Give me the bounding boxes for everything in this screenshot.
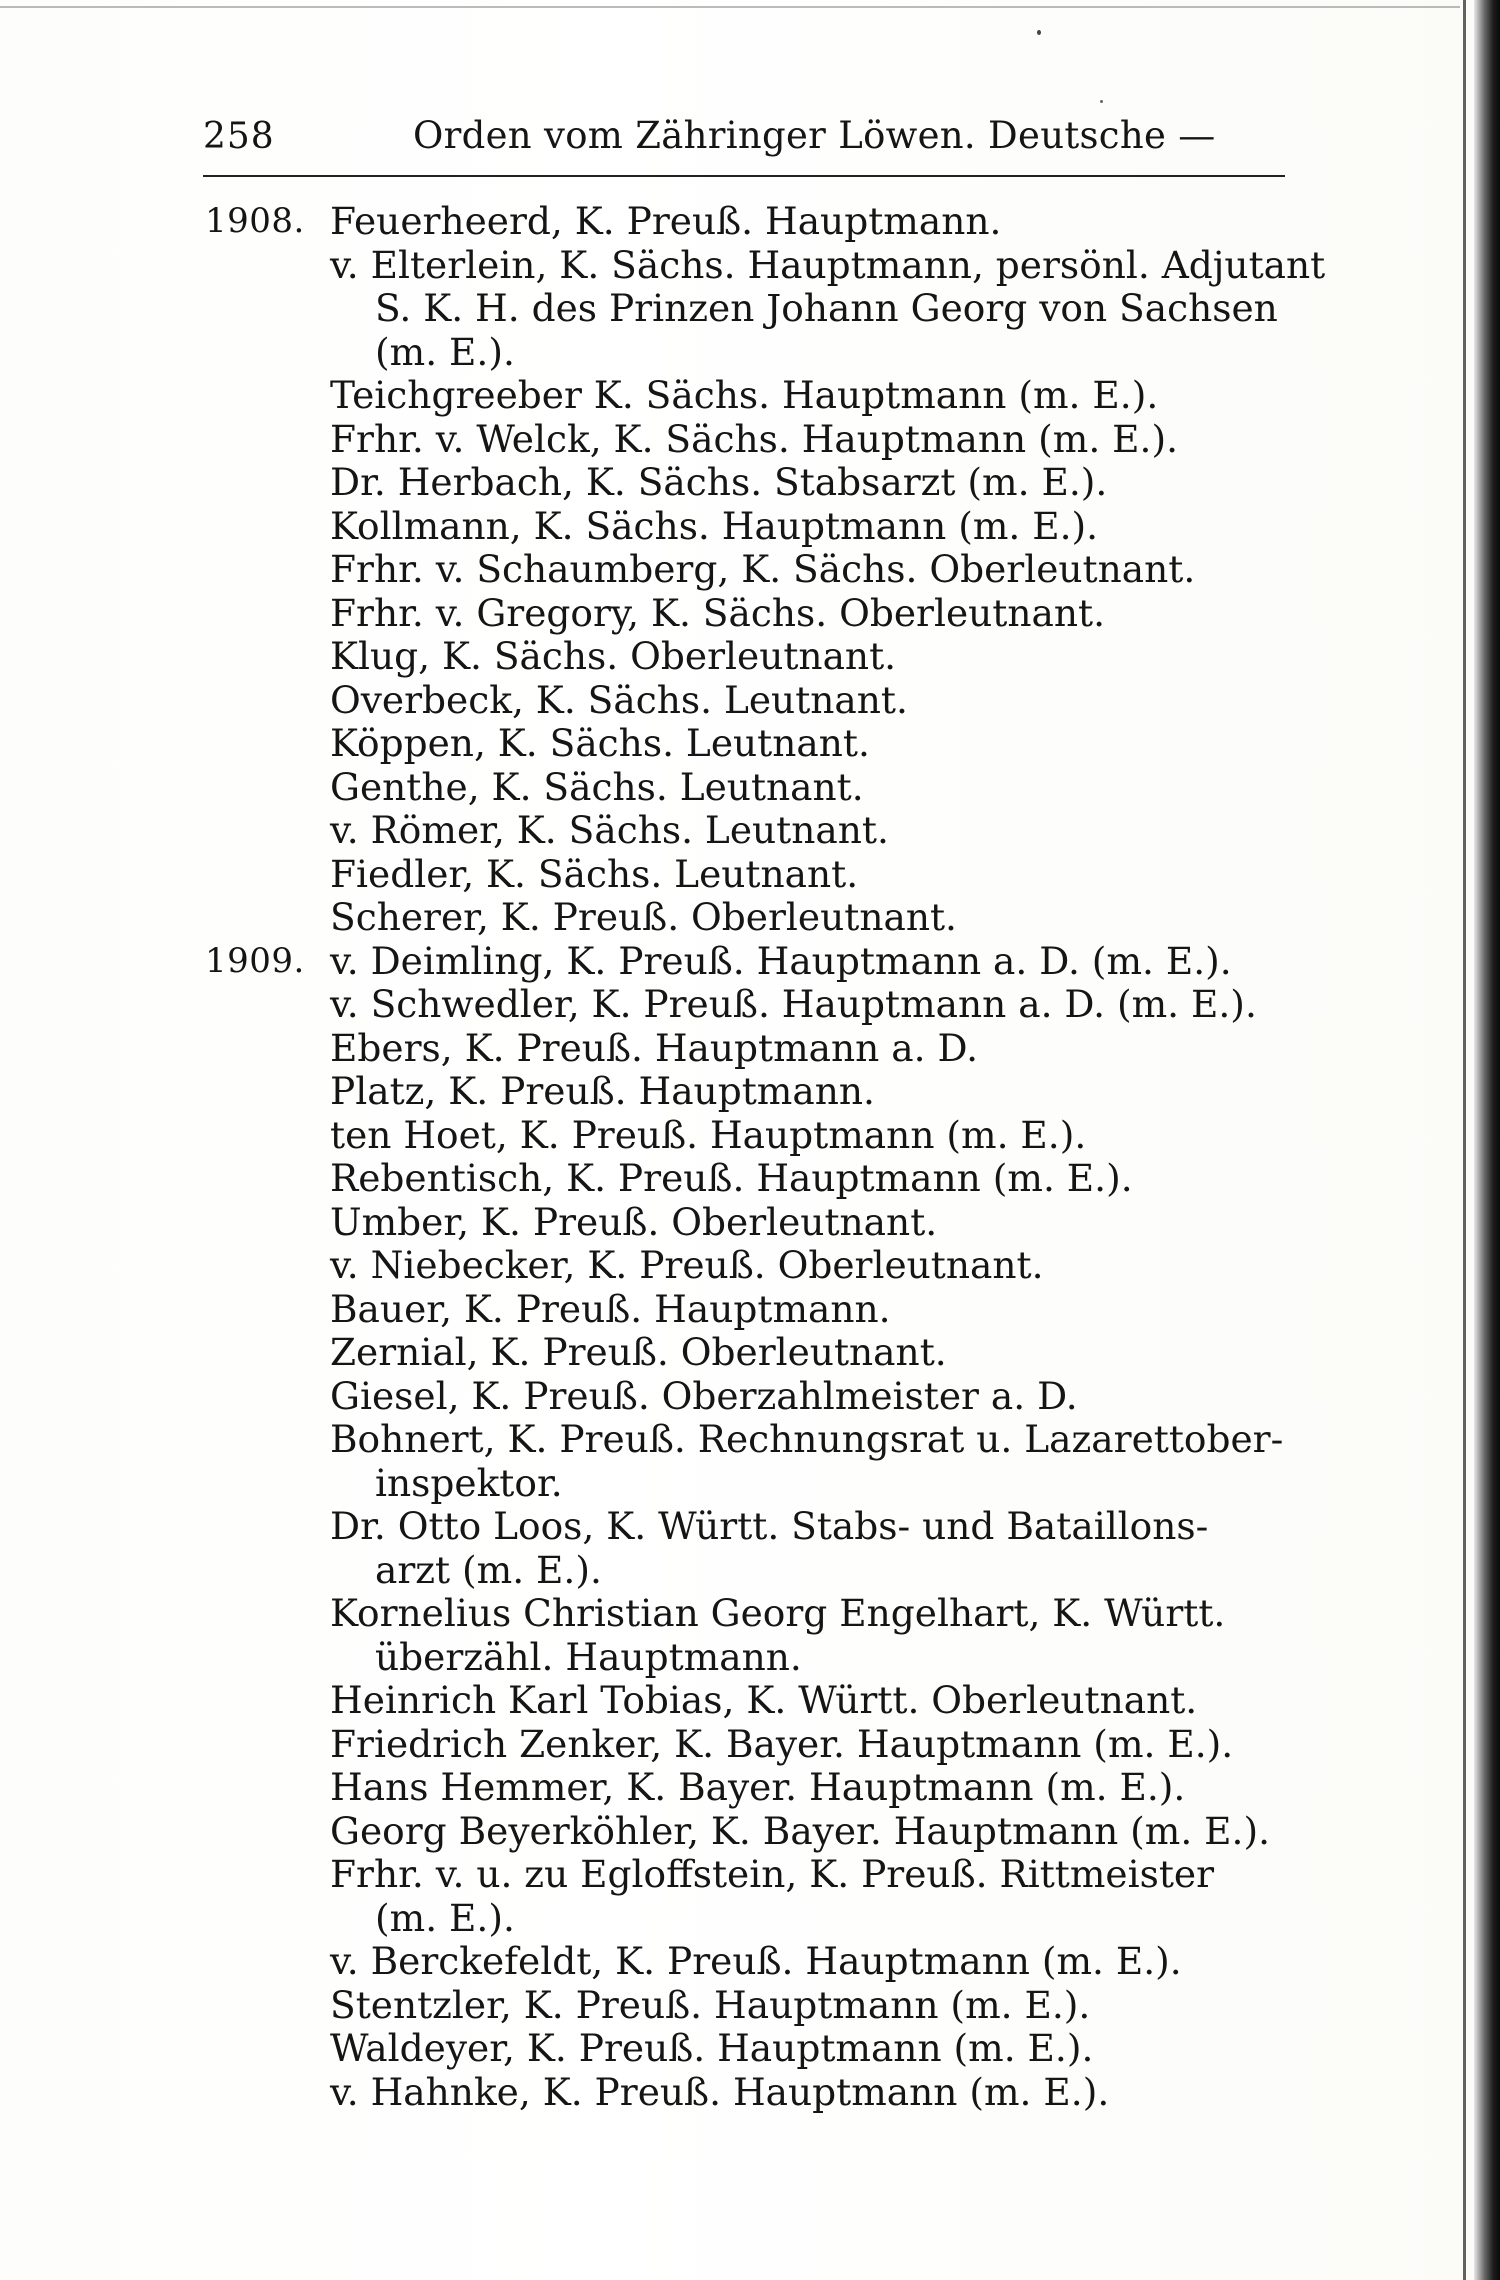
entry-line: Köppen, K. Sächs. Leutnant.	[330, 721, 870, 765]
list-item	[205, 1027, 1315, 1071]
entry-year: 1909.	[205, 940, 305, 981]
print-speck	[1100, 100, 1103, 103]
entry-line: Genthe, K. Sächs. Leutnant.	[330, 764, 864, 809]
list-item	[205, 200, 1315, 244]
list-item	[205, 1418, 1315, 1505]
list-item	[205, 2071, 1315, 2115]
list-item	[205, 548, 1315, 592]
list-item	[205, 374, 1315, 418]
entry-continuation-line: (m. E.).	[375, 329, 515, 374]
list-item	[205, 1940, 1315, 1984]
entry-line: Overbeck, K. Sächs. Leutnant.	[330, 677, 908, 722]
list-item	[205, 983, 1315, 1027]
list-item	[205, 635, 1315, 679]
entry-line: Feuerheerd, K. Preuß. Hauptmann.	[330, 199, 1002, 243]
entry-line: Kornelius Christian Georg Engelhart, K. Württ.	[330, 1591, 1226, 1635]
entry-line: Frhr. v. Gregory, K. Sächs. Oberleutnant.	[330, 590, 1106, 635]
entry-line: Platz, K. Preuß. Hauptmann.	[330, 1069, 875, 1113]
entry-line: Frhr. v. u. zu Egloffstein, K. Preuß. Rittmeister	[330, 1852, 1215, 1896]
entry-continuation-line: inspektor.	[375, 1460, 563, 1505]
entry-year: 1908.	[205, 201, 305, 241]
list-item	[205, 592, 1315, 636]
list-item	[205, 679, 1315, 723]
entry-line: v. Niebecker, K. Preuß. Oberleutnant.	[330, 1243, 1044, 1287]
list-item	[205, 1766, 1315, 1810]
list-item	[205, 1853, 1315, 1940]
entry-continuation-line: überzähl. Hauptmann.	[375, 1634, 802, 1679]
entry-line: Scherer, K. Preuß. Oberleutnant.	[330, 895, 957, 939]
list-item	[205, 1679, 1315, 1723]
page-number: 258	[203, 116, 275, 157]
entry-line: Friedrich Zenker, K. Bayer. Hauptmann (m. E.).	[330, 1721, 1234, 1766]
entry-line: Heinrich Karl Tobias, K. Württ. Oberleutnant.	[330, 1678, 1198, 1722]
header-rule	[203, 175, 1285, 177]
entry-continuation-line: S. K. H. des Prinzen Johann Georg von Sachsen	[375, 286, 1278, 330]
list-item	[205, 722, 1315, 766]
entry-line: Georg Beyerköhler, K. Bayer. Hauptmann (m. E.).	[330, 1808, 1271, 1853]
page-header	[203, 108, 1283, 164]
entry-line: Zernial, K. Preuß. Oberleutnant.	[330, 1330, 947, 1374]
list-item	[205, 1201, 1315, 1245]
entry-line: Frhr. v. Schaumberg, K. Sächs. Oberleutnant.	[330, 547, 1196, 591]
list-item	[205, 853, 1315, 897]
entry-line: v. Elterlein, K. Sächs. Hauptmann, persönl. Adjutant	[330, 242, 1326, 287]
list-item	[205, 940, 1315, 984]
list-item	[205, 1592, 1315, 1679]
binding-edge-line	[1463, 0, 1466, 2280]
entry-line: v. Hahnke, K. Preuß. Hauptmann (m. E.).	[330, 2069, 1110, 2114]
entry-line: Umber, K. Preuß. Oberleutnant.	[330, 1199, 938, 1244]
entry-line: v. Schwedler, K. Preuß. Hauptmann a. D. (m. E.).	[330, 982, 1257, 1026]
entry-line: Klug, K. Sächs. Oberleutnant.	[330, 634, 897, 678]
entry-line: ten Hoet, K. Preuß. Hauptmann (m. E.).	[330, 1112, 1087, 1157]
entry-line: v. Deimling, K. Preuß. Hauptmann a. D. (m. E.).	[330, 938, 1232, 983]
entry-line: Hans Hemmer, K. Bayer. Hauptmann (m. E.).	[330, 1765, 1186, 1809]
list-item	[205, 1505, 1315, 1592]
entry-line: v. Römer, K. Sächs. Leutnant.	[330, 808, 889, 852]
list-item	[205, 1114, 1315, 1158]
entry-line: Waldeyer, K. Preuß. Hauptmann (m. E.).	[330, 2026, 1094, 2070]
entry-line: Dr. Herbach, K. Sächs. Stabsarzt (m. E.).	[330, 460, 1108, 504]
entry-line: Teichgreeber K. Sächs. Hauptmann (m. E.).	[330, 373, 1159, 417]
entry-line: Stentzler, K. Preuß. Hauptmann (m. E.).	[330, 1982, 1091, 2027]
list-item	[205, 505, 1315, 549]
list-item	[205, 896, 1315, 940]
binding-shadow	[1474, 0, 1500, 2280]
list-item	[205, 2027, 1315, 2071]
running-title: Orden vom Zähringer Löwen. Deutsche —	[413, 114, 1216, 157]
list-item	[205, 1331, 1315, 1375]
entry-line: Bauer, K. Preuß. Hauptmann.	[330, 1286, 891, 1331]
entry-line: Rebentisch, K. Preuß. Hauptmann (m. E.).	[330, 1156, 1133, 1200]
entry-continuation-line: arzt (m. E.).	[375, 1547, 602, 1592]
list-item	[205, 1984, 1315, 2028]
entry-continuation-line: (m. E.).	[375, 1895, 515, 1940]
entry-line: Dr. Otto Loos, K. Württ. Stabs- und Bataillons-	[330, 1504, 1209, 1548]
entry-line: Frhr. v. Welck, K. Sächs. Hauptmann (m. E.).	[330, 416, 1178, 461]
list-item	[205, 1288, 1315, 1332]
list-item	[205, 1157, 1315, 1201]
list-item	[205, 809, 1315, 853]
print-speck	[1037, 30, 1041, 35]
list-item	[205, 1244, 1315, 1288]
entry-line: Giesel, K. Preuß. Oberzahlmeister a. D.	[330, 1373, 1078, 1418]
top-edge-line	[0, 6, 1460, 8]
list-item	[205, 1723, 1315, 1767]
list-item	[205, 242, 1326, 375]
list-item	[205, 418, 1315, 462]
entry-list	[205, 199, 1326, 2114]
list-item	[205, 1810, 1315, 1854]
list-item	[205, 461, 1315, 505]
entry-line: Fiedler, K. Sächs. Leutnant.	[330, 851, 859, 896]
entry-line: Ebers, K. Preuß. Hauptmann a. D.	[330, 1025, 979, 1070]
entry-line: Kollmann, K. Sächs. Hauptmann (m. E.).	[330, 503, 1099, 548]
list-item	[205, 766, 1315, 810]
list-item	[205, 1375, 1315, 1419]
entry-line: Bohnert, K. Preuß. Rechnungsrat u. Lazarettober-	[330, 1417, 1284, 1461]
entry-line: v. Berckefeldt, K. Preuß. Hauptmann (m. E.).	[330, 1939, 1182, 1983]
list-item	[205, 1070, 1315, 1114]
